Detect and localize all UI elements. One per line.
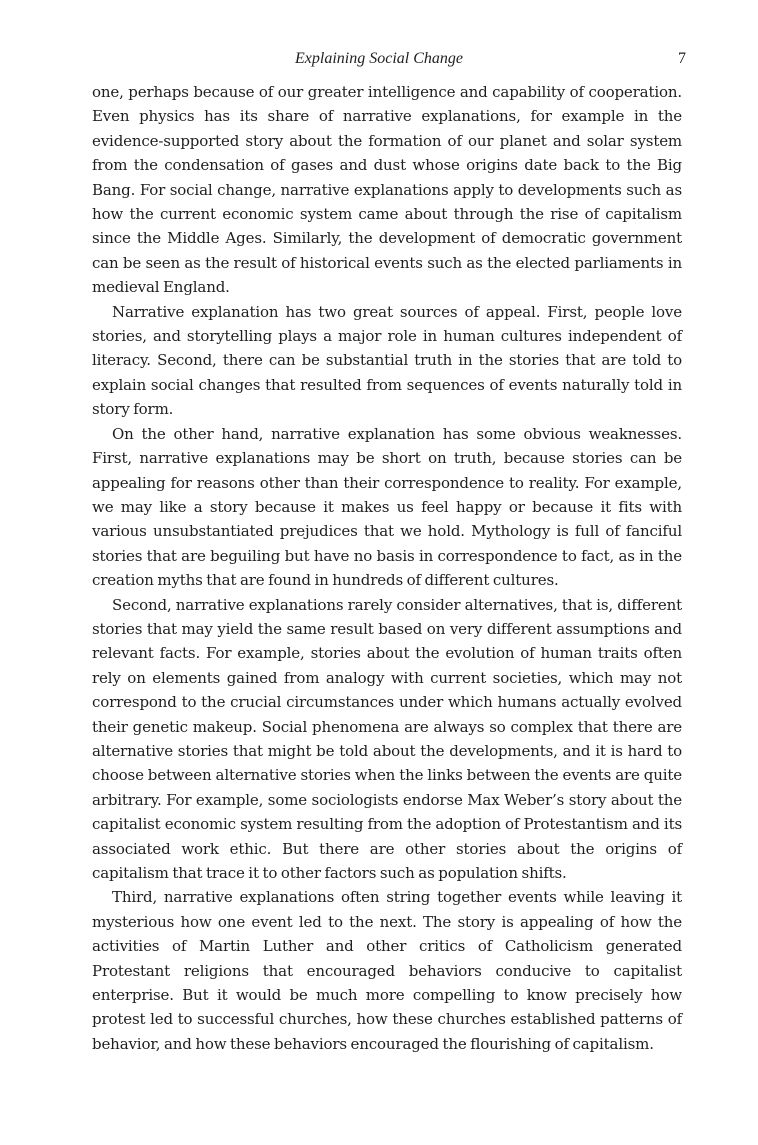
page-number: 7 [678,50,686,67]
paragraph: Narrative explanation has two great sources of appeal. First, people love stories, and storytelling plays a major role in human cultures independent of literacy. Second, there can be substantial truth in the stories that are told to explain social changes that resulted from sequences of events naturally told in story form. [92,302,682,419]
paragraph: Second, narrative explanations rarely consider alternatives, that is, different stories that may yield the same result based on very different assumptions and relevant facts. For example, stories about the evolution of human traits often rely on elements gained from analogy with current societies, which may not correspond to the crucial circumstances under which humans actually evolved their genetic makeup. Social phenomena are always so complex that there are alternative stories that might be told about the developments, and it is hard to choose between alternative stories when the links between the events are quite arbitrary. For example, some sociologists endorse Max Weber’s story about the capitalist economic system resulting from the adoption of Protestantism and its associated work ethic. But there are other stories about the origins of capitalism that trace it to other factors such as population shifts. [92,595,682,882]
running-title: Explaining Social Change [295,50,463,67]
paragraph: On the other hand, narrative explanation has some obvious weaknesses. First, narrative explanations may be short on truth, because stories can be appealing for reasons other than their correspondence to reality. For example, we may like a story because it makes us feel happy or because it fits with various unsubstantiated prejudices that we hold. Mythology is full of fanciful stories that are beguiling but have no basis in correspondence to fact, as in the creation myths that are found in hundreds of different cultures. [92,424,682,590]
running-head [0,48,758,74]
paragraph-continued: one, perhaps because of our greater intelligence and capability of cooperation. Even physics has its share of narrative explanations, for example in the evidence-supported story about the formation of our planet and solar system from the condensation of gases and dust whose origins date back to the Big Bang. For social change, narrative explanations apply to developments such as how the current economic system came about through the rise of capitalism since the Middle Ages. Similarly, the development of democratic government can be seen as the result of historical events such as the elected parliaments in medieval England. [92,83,682,297]
body-text [92,80,682,1056]
paragraph: Third, narrative explanations often string together events while leaving it mysterious how one event led to the next. The story is appealing of how the activities of Martin Luther and other critics of Catholicism generated Protestant religions that encouraged behaviors conducive to capitalist enterprise. But it would be much more compelling to know precisely how protest led to successful churches, how these churches established patterns of behavior, and how these behaviors encouraged the flourishing of capitalism. [92,888,682,1053]
